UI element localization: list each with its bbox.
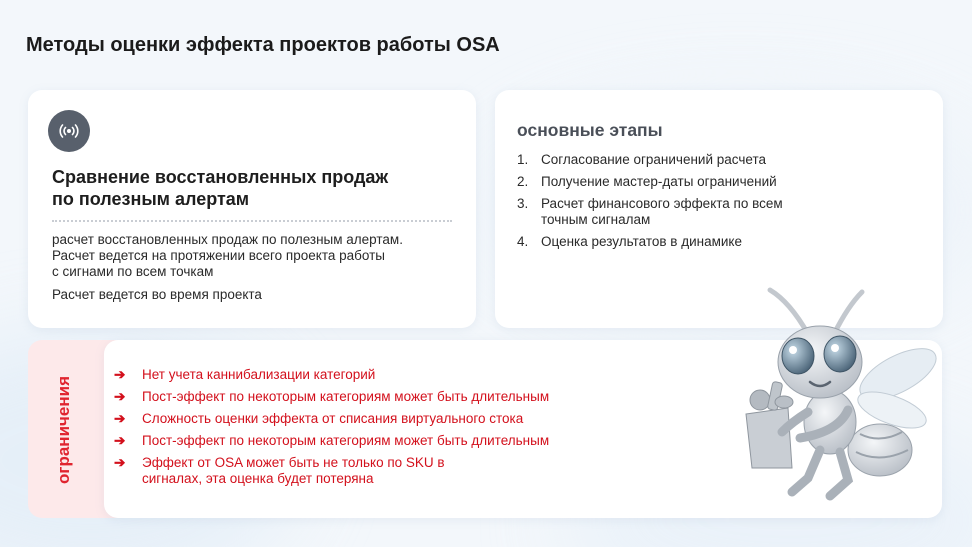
stage-number: 4. — [517, 234, 529, 249]
stage-item — [517, 174, 817, 190]
arrow-right-icon: ➔ — [114, 433, 126, 448]
stage-number: 1. — [517, 152, 529, 167]
bee-robot-mascot — [730, 282, 950, 508]
stage-item — [517, 196, 807, 228]
description-line: с сигнами по всем точкам — [52, 264, 214, 279]
method-description — [52, 232, 462, 280]
limitations-list — [114, 367, 634, 493]
stages-title: основные этапы — [517, 120, 663, 140]
limitation-item — [114, 433, 634, 449]
divider — [52, 220, 452, 222]
stage-number: 3. — [517, 196, 529, 211]
page-title: Методы оценки эффекта проектов работы OSA — [26, 34, 500, 56]
stage-text: Оценка результатов в динамике — [541, 234, 742, 249]
method-heading-line: по полезным алертам — [52, 189, 250, 209]
limitations-label: ограничения — [54, 376, 73, 484]
method-heading-line: Сравнение восстановленных продаж — [52, 167, 389, 187]
limitation-text: Пост-эффект по некоторым категориям может быть длительным — [142, 389, 550, 404]
stage-number: 2. — [517, 174, 529, 189]
method-heading — [52, 166, 452, 210]
arrow-right-icon: ➔ — [114, 455, 126, 470]
description-line: расчет восстановленных продаж по полезным алертам. — [52, 232, 403, 247]
arrow-right-icon: ➔ — [114, 367, 126, 382]
limitation-item — [114, 367, 634, 383]
broadcast-icon — [48, 110, 90, 152]
arrow-right-icon: ➔ — [114, 389, 126, 404]
limitation-item — [114, 455, 474, 487]
limitation-text: Пост-эффект по некоторым категориям может быть длительным — [142, 433, 550, 448]
stages-list — [517, 152, 817, 256]
description-line: Расчет ведется на протяжении всего проекта работы — [52, 248, 385, 263]
stage-text: Получение мастер-даты ограничений — [541, 174, 777, 189]
limitation-text: Эффект от OSA может быть не только по SKU в сигналах, эта оценка будет потеряна — [142, 455, 445, 486]
method-card — [28, 90, 476, 328]
limitation-item — [114, 411, 634, 427]
stage-item — [517, 234, 817, 250]
limitation-item — [114, 389, 634, 405]
stage-item — [517, 152, 817, 168]
limitation-text: Сложность оценки эффекта от списания виртуального стока — [142, 411, 524, 426]
stage-text: Расчет финансового эффекта по всем точным сигналам — [541, 196, 783, 227]
stage-text: Согласование ограничений расчета — [541, 152, 766, 167]
arrow-right-icon: ➔ — [114, 411, 126, 426]
limitation-text: Нет учета каннибализации категорий — [142, 367, 376, 382]
method-note: Расчет ведется во время проекта — [52, 287, 262, 302]
